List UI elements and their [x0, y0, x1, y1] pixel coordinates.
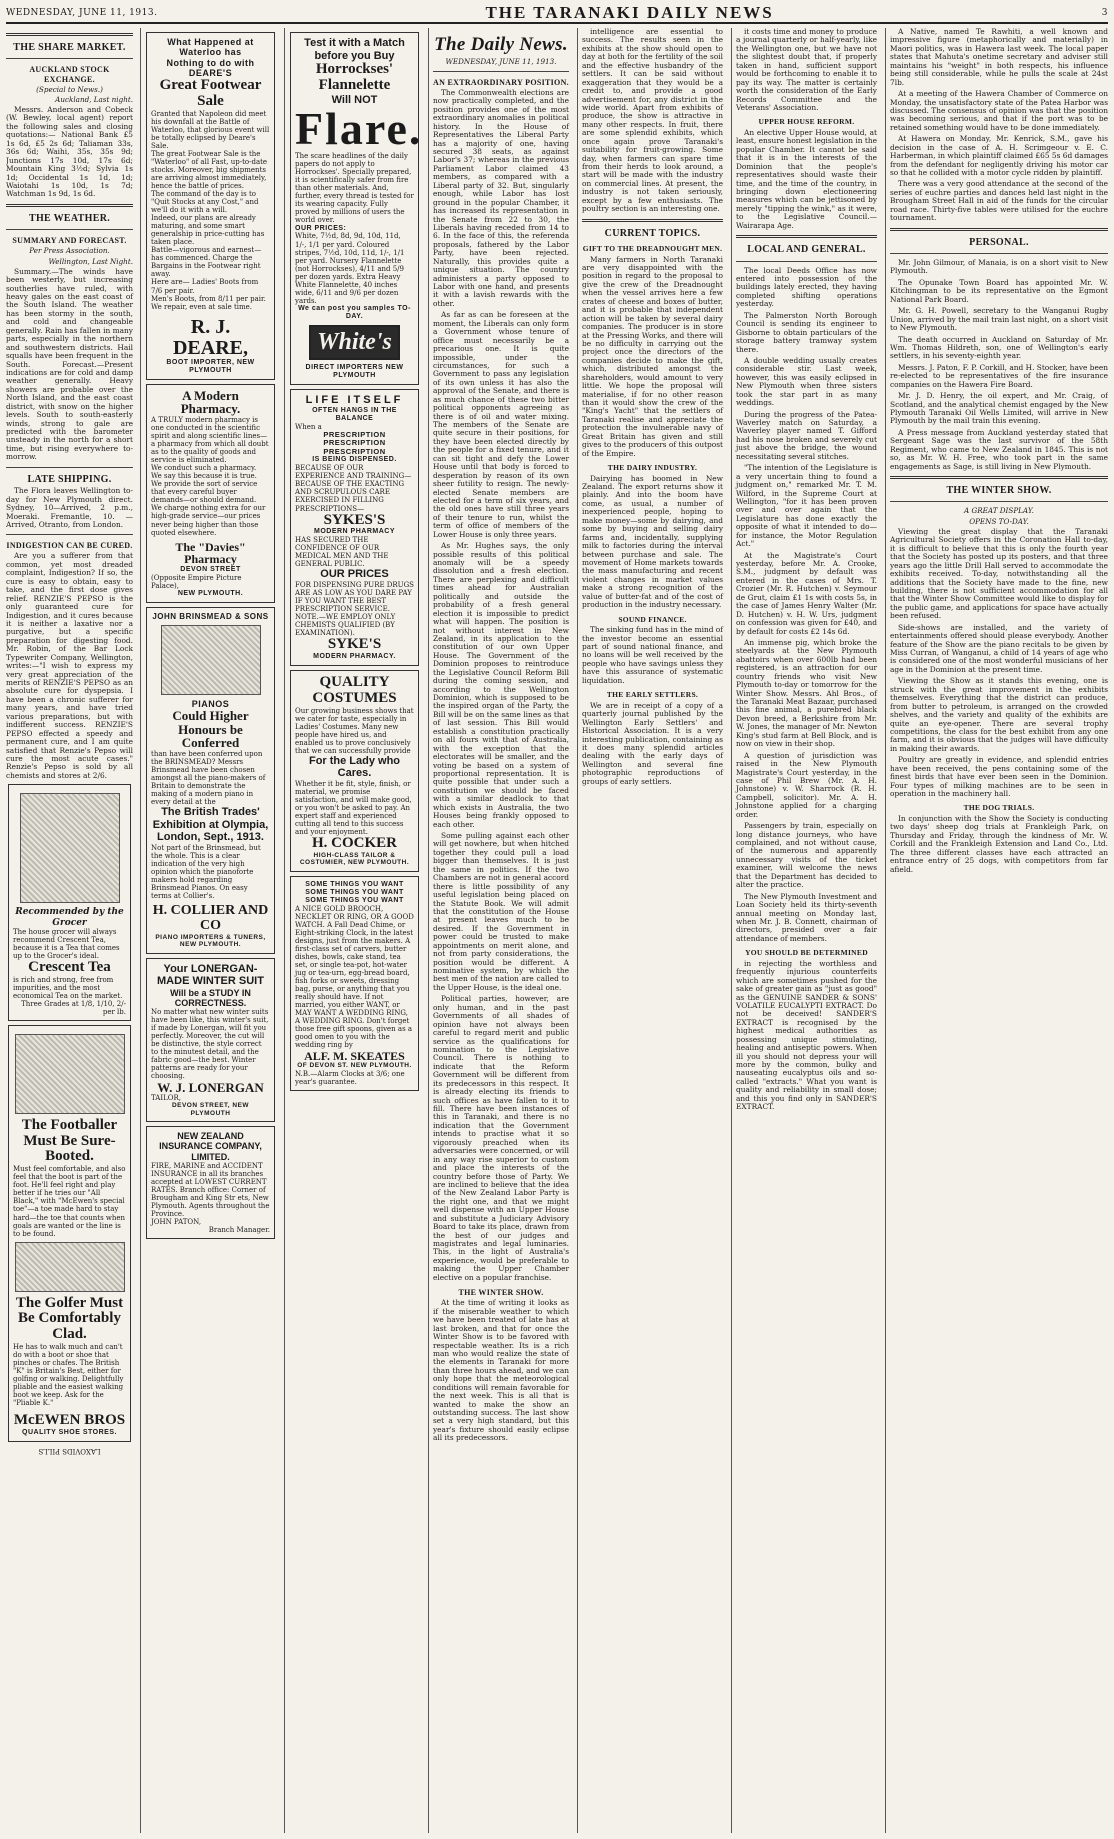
sykes-body-2: HAS SECURED THE CONFIDENCE OF OUR MEDICAL MEN AND THE GENERAL PUBLIC. — [295, 536, 389, 569]
local-para-3: A double wedding usually creates considerable stir. Last week, however, this was easily eclipsed in New Plymouth when three sisters took the star part in as many weddings. — [736, 355, 877, 408]
waterloo-body-3: The command of the day is to "Quit Stocks at any Cost," and we'll do it with a will. — [151, 189, 259, 215]
col7-para-4: There was a very good attendance at the second of the series of euchre parties and dances held last night in the Brougham Street Hall in aid of the funds for the circular road race. Thirty-five tables were utilised for the euchre tournament. — [890, 179, 1108, 223]
davies-heading: The "Davies" Pharmacy — [175, 539, 246, 567]
brinsmead-pianos: PIANOS — [191, 698, 230, 709]
lonergan-role: TAILOR, — [151, 1094, 181, 1103]
divider — [736, 261, 877, 262]
cocker-ad — [290, 670, 419, 872]
whites-sub: DIRECT IMPORTERS NEW PLYMOUTH — [305, 364, 404, 380]
current-topics-heading: CURRENT TOPICS. — [604, 227, 701, 239]
crescent-tea-grades: Three Grades at 1/8, 1/10, 2/- per lb. — [21, 999, 126, 1016]
pharmacy-heading: A Modern Pharmacy. — [180, 387, 241, 417]
divider — [890, 253, 1108, 254]
horrockses-brand: Horrockses' Flannelette — [315, 61, 394, 93]
settlers-body: We are in receipt of a copy of a quarterly journal published by the Wellington Early Settlers' and Historical Association. It is a very interesting publication, containing as it does many splendid articles dealing with the early days of Wellington and several fine photographic reproductions of groups of early settlers. — [582, 700, 723, 786]
settlers-heading: THE EARLY SETTLERS. — [606, 690, 699, 700]
column-4 — [428, 28, 573, 1833]
skeates-name: ALF. M. SKEATES — [304, 1048, 405, 1063]
divider — [890, 501, 1108, 502]
insurance-role: Branch Manager. — [208, 1226, 270, 1235]
pharmacy-line-4: We charge nothing extra for our high-grade service—our prices never being higher than those quoted elsewhere. — [151, 504, 266, 537]
grocer-illustration — [20, 793, 120, 903]
divider — [6, 467, 133, 468]
horrockses-body: The scare headlines of the daily papers do not apply to Horrockses'. Specially prepared, it is scientifically safer from fire than other materials. And, further, every thread is tested for its wearing capacity. Fully proved by millions of users the world over. — [295, 152, 414, 225]
dreadnought-body: Many farmers in North Taranaki are very disappointed with the position in regard to the proposal to give the crew of the Dreadnought when the vessel arrives here a few crates of cheese and boxes of butter, and it is probable that independent action will be taken by several dairy companies. The producer is in store at the Pressing Works, and there will be no difficulty in carrying out the project once the directors of the companies decide to make the gift, which, distributed amongst the shareholders, would amount to very little. We hope the proposal will materialise, if for no other reason than it would show the crew of the "King's Yacht" that the settlers of Taranaki realise and appreciate the protection the invulnerable navy of Great Britain has given and still gives to the producers of this outpost of the Empire. — [582, 254, 723, 458]
brinsmead-logo: JOHN BRINSMEAD & SONS — [152, 611, 269, 621]
sound-finance-body: The sinking fund has in the mind of the investor become an essential part of sound national finance, and no loans will be well received by the people who have savings unless they have this assurance of systematic liquidation. — [582, 625, 723, 685]
mcewen-tagline: QUALITY SHOE STORES. — [22, 1429, 117, 1437]
waterloo-body-5: Battle—vigorous and earnest—has commenced. Charge the Bargains in the Footwear right away. — [151, 246, 262, 279]
insurance-body: FIRE, MARINE and ACCIDENT INSURANCE in all its branches accepted at LOWEST CURRENT RATES. Branch office: Corner of Brougham and King Str ets, New Plymouth. Agents throughout the Province. — [151, 1161, 270, 1219]
dog-trials-body: In conjunction with the Show the Society is conducting two days' sheep dog trials at Frankleigh Park, on Thursday and Friday, through the kindness of Mr. W. Corkill and the Frankleigh Extension and Land Co., Ltd. The three different classes have each attracted an entrance entry of 25 dogs, with competitors from far afield. — [890, 813, 1108, 874]
show-heading: THE WINTER SHOW. — [458, 1288, 544, 1298]
quality-body: Our growing business shows that we cater for taste, especially in Ladies' Costumes. Many new people have hired us, and enabled us to prove conclusively that we can successfully provide — [295, 706, 414, 755]
forecast-sub: Per Press Association. — [29, 246, 110, 256]
dreadnought-heading: GIFT TO THE DREADNOUGHT MEN. — [582, 244, 723, 254]
column-1 — [6, 28, 136, 1833]
lonergan-heading: Your LONERGAN-MADE WINTER SUIT — [157, 962, 264, 988]
personal-para-2: The Opunake Town Board has appointed Mr. W. Kitchingman to be its representative on the Egmont National Park Board. — [890, 277, 1108, 304]
auckland-body: Messrs. Anderson and Cobeck (W. Bewley, local agent) report the following sales and closing quotations:— National Bank £5 1s 6d, £5 2s 6d; Taliaman 33s, 36s 6d; Waihi, 35s, 35s 9d; Junctions 17s 10d, 17s 6d; Mountain King 3½d; Sylvia 1s 1d; Occidental 1s 1d, 1d; Waiotahi 1s 10d, 1s 7d; Watchman 1s 9d, 1s 6d. — [6, 105, 133, 199]
deare-ad — [146, 32, 275, 380]
local-para-10: The New Plymouth Investment and Loan Society held its thirty-seventh annual meeting on Monday last, when Mr. J. B. Connett, chairman of directors, presided over a fair attendance of members. — [736, 891, 877, 943]
divider — [582, 219, 723, 222]
reform-body: An elective Upper House would, at least, ensure honest legislation in the popular Chamber. It cannot be said that it is in the interests of the Dominion that the people's representatives should waste their time, and the time of the country, in bringing down electioneering measures which can be jettisoned by merely "tipping the wink," as it were, to the Legislative Council.—Wairarapa Age. — [736, 127, 877, 230]
masthead — [6, 4, 1108, 24]
samples-text: We can post you samples TO-DAY. — [298, 304, 411, 320]
local-para-8: A question of jurisdiction was raised in the New Plymouth Magistrate's Court yesterday, in the case of Phil Brew (Mr. A. H. Johnstone) v. W. Sharrock (R. H. Campbell, solicitor). Mr. A. H. Johnstone applied for a charging order. — [736, 750, 877, 819]
divider — [6, 534, 133, 535]
auckland-dateline: Auckland, Last night. — [55, 94, 133, 104]
winter-show-sub-1: A GREAT DISPLAY. — [964, 506, 1034, 516]
shipping-heading: LATE SHIPPING. — [27, 473, 112, 485]
personal-para-7: A Press message from Auckland yesterday stated that Sergeant Sage was the last survivor of the 58th Regiment, who came to New Zealand in 1845. This is not so, as Mr. W. H. Free, who took part in the same engagements as Sage, is still living in New Plymouth. — [890, 427, 1108, 471]
sound-finance-heading: SOUND FINANCE. — [618, 614, 687, 624]
divider — [890, 476, 1108, 479]
horrockses-ad — [290, 32, 423, 385]
waterloo-body-1: Granted that Napoleon did meet his downfall at the Battle of Waterloo, that glorious event will be totally eclipsed by Deare's Sale. — [151, 109, 270, 150]
divider — [433, 71, 569, 72]
lonergan-sub: Will be a STUDY IN CORRECTNESS. — [170, 987, 251, 1008]
sykes-ad — [290, 389, 419, 666]
election-para-3: As Mr. Hughes says, the only possible results of this political anomaly will be a speedy dissolution and a fresh election. There are perplexing and difficult times ahead for Australian politically and outside the probability of a fresh general election it is impossible to predict what will happen. The position is not without interest in New Zealand, in its application to the constitution of our own Upper House. The Government of the Dominion proposes to reintroduce the Legislative Council Reform Bill during the coming session, and according to the Wellington Dominion, which is supposed to be the inspired organ of the Party, the Bill will be on the same lines as that of last session. This Bill would establish a constitution practically on all fours with that of Australia, with the exception that the electorates will be smaller, and the voting be based on a system of proportional representation. It is quite possible that under such a constitution we should be faced with a similar deadlock to that which exists in Australia, the two Houses being frankly opposed to each other. — [433, 541, 569, 829]
lonergan-name: W. J. LONERGAN — [157, 1079, 264, 1095]
golfer-illustration — [15, 1242, 125, 1292]
footballer-body: Must feel comfortable, and also feel that the boot is part of the foot. He'll feel right and play better if he tries our "All Black," with "McEwen's special toe"—a toe made hard to stay hard—the toe that counts when goals are wanted or the line is to be found. — [13, 1165, 126, 1238]
divider — [6, 58, 133, 59]
election-para-1: The Commonwealth elections are now practically completed, and the position provides one of the most extraordinary anomalies in political history. In the House of Representatives the Liberal Party has a majority of one, having secured 38 seats, as against Labor's 37; whereas in the previous Parliament Labor claimed 43 members, as compared with a Liberal party of 32. But, singularly enough, while Labor has lost ground in the popular Chamber, it has increased its representation in the Senate from 22 to 30, the Liberals having receded from 14 to 6. In the face of this, the referenda proposals, fathered by the Labor Party, have been rejected. Naturally, this provides quite a unique situation. The country administers a party opposed to Labor with one hand, and presents it with a lavish rewards with the other. — [433, 87, 569, 308]
honours-body: than have been conferred upon the BRINSMEAD? Messrs Brinsmead have been chosen amongst all the piano-makers of Britain to demonstrate the making of a modern piano in every detail at the — [151, 750, 266, 807]
honours-heading: Could Higher Honours be Conferred — [172, 708, 249, 751]
local-para-5: "The intention of the Legislature is a very uncertain thing to found a judgment on," remarked Mr. T. M. Wilford, in the Supreme Court at Wellington, "for it has been proven over and over again that the Legislature has done exactly the opposite of what it intended to do—for instance, the Motor Regulation Act." — [736, 463, 877, 549]
golfer-heading: The Golfer Must Be Comfortably Clad. — [15, 1294, 124, 1343]
column-2 — [140, 28, 280, 1833]
collier-name: H. COLLIER AND CO — [152, 903, 269, 934]
cont-body-7: A Native, named Te Rawhiti, a well known and impressive figure (metaphorically and materially) in Maori politics, was in Hawera last week. The local paper states that Mahuta's onetime secretary and adviser still maintains his "weight" in both respects, his influence being still considerable, while he pulls the scale at 24st 7lb. — [890, 28, 1108, 87]
local-para-6: At the Magistrate's Court yesterday, before Mr. A. Crooke, S.M., judgment by default was entered in the cases of Mrs. T. Crozier (Mr. R. Hutchen) v. Seymour de Grut, claim £1 1s with costs 5s, in the case of James Henry Walter (Mr. D. Hutchen) v. H. W. Urs, judgment on confession was given for £40, and by default for costs £2 14s 6d. — [736, 550, 877, 636]
sykes-note: NOTE.—WE EMPLOY ONLY CHEMISTS QUALIFIED (BY EXAMINATION). — [295, 613, 396, 638]
page-number: 3 — [1101, 8, 1108, 18]
life-sub: OFTEN HANGS IN THE BALANCE — [312, 406, 397, 422]
exhibition-body: Not part of the Brinsmead, but the whole. This is a clear indication of the very high opinion which the pianoforte makers hold regarding Brinsmead Pianos. On easy terms at Collier's. — [151, 844, 261, 901]
life-heading: LIFE ITSELF — [305, 394, 404, 407]
sykes-sub: MODERN PHARMACY — [314, 528, 395, 536]
col7-para-2: At a meeting of the Hawera Chamber of Commerce on Monday, the unsatisfactory state of the Patea Harbor was discussed. The consensus of opinion was that the position was becoming serious, and that if the port was to be retained something would have to be done immediately. — [890, 89, 1108, 132]
lady-body: Whether it be fit, style, finish, or material, we promise satisfaction, and will make good, or you won't be asked to pay. An expert staff and experienced cutting all tend to this success and your enjoyment. — [295, 779, 412, 837]
waterloo-body-4: Indeed, our plans are already maturing, and some smart generalship in price-cutting has taken place. — [151, 214, 265, 247]
exhibition-heading: The British Trades' Exhibition at Olympia, London, Sept., 1913. — [152, 806, 269, 844]
waterloo-item-1: Here are— Ladies' Boots from 7/6 per pair. — [151, 278, 259, 295]
cont-body: intelligence are essential to success. The results seen in the exhibits at the show should open to day at both for the fertility of the soil and the effective husbandry of the settlers. It can be said without exaggeration that they would be a credit to, and provide a good advertisement for, any district in the wide world. Apart from exhibits of produce, the show is attractive in many other respects. In fruit, there are some splendid exhibits, which once again prove Taranaki's suitability for fruit-growing. Some day, when farmers can spare time from their herds to look around, a start will be made with the industry on commercial lines. At present, the industry is not taken seriously, except by a few enthusiasts. The poultry section is an interesting one. — [582, 28, 723, 214]
horrockses-will-not: Will NOT — [331, 93, 378, 106]
recommended-heading: Recommended by the Grocer — [15, 907, 124, 928]
prices-heading: OUR PRICES: — [295, 224, 347, 232]
election-para-2: As far as can be foreseen at the moment, the Liberals can only form a Government whose tenure of office must necessarily be a precarious one. It is quite impossible, under the circumstances, for such a Government to pass any legislation of its own unless it has also the approval of the Senate, and there is as much chance of these two bitter political opponents agreeing as there is of oil and water mixing. The members of the Senate are quite secure in their positions, for they have been elected directly by the people for a fixed tenure, and it can sit tight and defy the Lower House until that body is forced to desperation by reason of its own sheer futility to resign. The newly-elected Senate members are elected for a term of six years, and the old ones have still three years of their tenure to run, whilst the term of office of members of the Lower House is only three years. — [433, 310, 569, 539]
deare-address: BOOT IMPORTER, NEW PLYMOUTH — [166, 358, 255, 374]
shipping-body: The Flora leaves Wellington to-day for New Plymouth direct. Sydney, 10—Arrived, 2 p.m., Moeraki. Fremantle, 10. — Arrived, Otranto, from London. — [6, 486, 133, 529]
divider — [6, 204, 133, 207]
horrockses-flare: Flare. — [295, 103, 423, 155]
winter-show-heading: THE WINTER SHOW. — [946, 485, 1052, 497]
davies-street: DEVON STREET — [180, 565, 241, 573]
pharmacy-body: A TRULY modern pharmacy is one conducted in the scientific spirit and along scientific lines—a pharmacy from which all doubt as to the quality of goods and service is eliminated. — [151, 415, 269, 465]
election-heading: AN EXTRAORDINARY POSITION. — [433, 77, 569, 87]
winter-show-sub-2: OPENS TO-DAY. — [969, 516, 1029, 526]
lonergan-ad — [146, 958, 275, 1122]
auckland-sub: (Special to News.) — [36, 84, 103, 94]
dispensed-text: IS BEING DISPENSED. — [312, 456, 397, 464]
reform-heading: UPPER HOUSE REFORM. — [758, 117, 855, 127]
show-body: At the time of writing it looks as if the miserable weather to which we have been treated of late has at last broken, and that for once the Winter Show is to be favored with respectable weather. Its is a rich man who would realize the state of the elements in Taranaki for more than three hours ahead, and we can only hope that the meteorological conditions will remain favorable for the next week. This is all that is wanted to make the show an outstanding success. The last show set a very high standard, but this year's fixture should easily eclipse all its predecessors. — [433, 1298, 569, 1443]
local-para-7: An immense pig, which broke the steelyards at the New Plymouth abattoirs when over 600lb had been registered, is an attraction for our country friends who visit New Plymouth to-day or tomorrow for the Winter Show. Messrs. Ahl Bros., of the Taranaki Meat Bazaar, purchased this fine animal, a purebred black Devon breed, a Berkshire from Mr. W. Jones, the manager of Mr. Newton King's stud farm at Bell Block, and is now on view in their shop. — [736, 637, 877, 749]
skeates-ad — [290, 876, 419, 1091]
waterloo-big: Great Footwear Sale — [159, 77, 262, 109]
golfer-body: He has to walk much and can't do with a boot or shoe that pinches or chafes. The British "K" is Britain's Best, either for golfing or walking. Delightfully pliable and the easiest walking boot we keep. Ask for the "Pliable K." — [13, 1342, 124, 1408]
local-para-2: The Palmerston North Borough Council is sending its engineer to Gisborne to obtain particulars of the storage battery tramway system there. — [736, 310, 877, 354]
column-6 — [731, 28, 881, 1833]
winter-para-3: Viewing the Show as it stands this evening, one is struck with the great improvement in the exhibits themselves. Everything that the district can produce, from butter to petroleum, is arranged on the crowded shelves, and the variety and quality of the exhibits are quite an eye-opener. There are several trophy competitions, the class for the best exhibit from any one farm, and it is obvious that the judges will have difficulty in making their awards. — [890, 676, 1108, 753]
forecast-heading: SUMMARY AND FORECAST. — [12, 236, 127, 246]
nameplate: The Daily News. — [434, 34, 568, 55]
footballer-ad — [8, 1025, 131, 1442]
local-para-1: The local Deeds Office has now entered into possession of the buildings lately erected, they having completed shifting operations yesterday. — [736, 265, 877, 309]
paper-title: THE TARANAKI DAILY NEWS — [485, 3, 774, 22]
auckland-heading: AUCKLAND STOCK EXCHANGE. — [29, 65, 110, 84]
davies-location: (Opposite Empire Picture Palace), — [151, 573, 242, 590]
local-general-heading: LOCAL AND GENERAL. — [747, 244, 866, 256]
cocker-name: H. COCKER — [311, 835, 397, 852]
dog-trials-heading: THE DOG TRIALS. — [963, 803, 1035, 813]
skeates-body: A NICE GOLD BROOCH, NECKLET OR RING, OR A GOOD WATCH. A Fall Dead Chime, or Eight-striking Clock, in the latest designs, just from the makers. A first-class set of carvers, butter dishes, bowls, cake stand, tea set, or single tea-pot, hot-water jug or tea-urn, egg-bread board, fish forks or sweets, dressing bag, purse, or anything that you really should have. If not married, you either WANT, or MAY WANT A WEDDING RING, A WEDDING RING. Don't forget those free gift spoons, given as a good omen to you with the wedding ring by — [295, 904, 414, 1050]
divider — [890, 228, 1108, 231]
sykes-body-1: BECAUSE OF OUR EXPERIENCE AND TRAINING—BECAUSE OF THE EXACTING AND SCRUPULOUS CARE EXERCISED IN FILLING PRESCRIPTIONS— — [295, 464, 412, 513]
whites-logo: White's — [309, 325, 400, 360]
winter-para-4: Poultry are greatly in evidence, and splendid entries have been received, the pens containing some of the finest birds that have ever been seen in the Dominion. Four types of milking machines are to be seen in operation in the machinery hall. — [890, 755, 1108, 798]
local-para-4: During the progress of the Patea-Waverley match on Saturday, a Waverley player named T. Gifford had his nose broken and severely cut just above the bridge, the wound necessitating several stitches. — [736, 409, 877, 461]
footballer-illustration — [15, 1034, 125, 1114]
horrockses-test: Test it with a Match before you Buy — [304, 37, 405, 62]
davies-town: NEW PLYMOUTH. — [177, 589, 244, 597]
local-para-9: Passengers by train, especially on long distance journeys, who have complained, and not without cause, of the numerous and apparently unnecessary visits of the ticket examiner, will welcome the news that the Department has decided to alter the practice. — [736, 821, 877, 890]
divider — [736, 235, 877, 238]
pharmacy-line-2: We say this because it is true. — [151, 472, 257, 481]
davies-pharmacy-ad — [146, 384, 275, 603]
waterloo-heading: What Happened at Waterloo has — [167, 37, 254, 58]
lonergan-body: No matter what new winter suits have been like, this winter's suit, if made by Lonergan, will fit you perfectly. Moreover, the cut will be distinctive, the style correct to the minutest detail, and the fabric good—the best. Winter patterns are ready for your choosing. — [151, 1008, 269, 1081]
sykes-sub-2: MODERN PHARMACY. — [313, 653, 396, 661]
masthead-date: WEDNESDAY, JUNE 11, 1913. — [6, 8, 158, 18]
column-3 — [284, 28, 424, 1833]
deare-name: R. J. DEARE, — [172, 315, 248, 359]
sanders-heading: YOU SHOULD BE DETERMINED — [745, 948, 868, 958]
waterloo-body-2: The great Footwear Sale is the "Waterloo" of all Fast, up-to-date stocks. Moreover, big shipments are arriving almost immediately, hence the battle of prices. — [151, 149, 268, 190]
share-market-heading: THE SHARE MARKET. — [13, 42, 126, 53]
brinsmead-ad — [146, 607, 275, 954]
our-prices: OUR PRICES — [320, 568, 389, 581]
insurance-signature: JOHN PATON, — [151, 1218, 202, 1227]
mcewen-name: McEWEN BROS — [13, 1412, 126, 1429]
prescription-text: PRESCRIPTION PRESCRIPTION PRESCRIPTION — [323, 429, 386, 456]
divider — [6, 33, 133, 36]
collier-sub: PIANO IMPORTERS & TUNERS, NEW PLYMOUTH. — [155, 933, 266, 949]
piano-illustration — [161, 625, 261, 695]
flipped-ad-text: LAXOVIDS PILLS — [38, 1446, 101, 1455]
dairy-heading: THE DAIRY INDUSTRY. — [607, 463, 698, 473]
lady-heading: For the Lady who Cares. — [308, 754, 401, 780]
forecast-dateline: Wellington, Last Night. — [48, 256, 133, 266]
col7-para-3: At Hawera on Monday, Mr. Kenrick, S.M., gave his decision in the case of A. H. Scrimgeour v. E. C. Harberman, in which plaintiff claimed £65 5s 6d damages from the defendant for negligently driving his motor car so that he collided with a motor cycle ridden by plaintiff. — [890, 134, 1108, 177]
sanders-body: in rejecting the worthless and frequently injurious counterfeits which are sometimes pushed for the sake of greater gain as "just as good" as the GENUINE SANDER & SONS' VOLATILE EUCALYPTI EXTRACT. Do not be deceived! SANDER'S EXTRACT is recognised by the highest medical authorities as possessing unique stimulating, healing and antiseptic powers. When ill you should not depress your will more by the common, bulky and nauseating eucalyptus oils and so-called "extracts." What you want is quality and reliability in small dose; and this you find only in SANDER'S EXTRACT. — [736, 958, 877, 1112]
cocker-sub: HIGH-CLASS TAILOR & COSTUMIER, NEW PLYMOUTH. — [299, 851, 410, 867]
recommended-body: The house grocer will always recommend Crescent Tea, because it is a Tea that comes up to the Grocer's ideal. — [13, 927, 120, 960]
election-para-4: Some pulling against each other will get nowhere, but when hitched together they could pull a load bigger than themselves. It is just the same in politics. If the two Chambers are not in general accord there is little possibility of any useful legislation being placed on the Statute Book. We will admit that the constitution of the House at present leaves much to be desired. If the Government in power could be trusted to make appointments on merit alone, and not from party considerations, the position would be different. A nominative system, by which the best men of the nation are called to the Upper House, is the ideal one. — [433, 831, 569, 992]
sykes-name: SYKES'S — [323, 511, 386, 528]
insurance-ad — [146, 1126, 275, 1239]
crescent-tea-body: is rich and strong, free from impurities, and the most economical Tea on the market. — [13, 975, 123, 1000]
editorial-date: WEDNESDAY, JUNE 11, 1913. — [445, 56, 557, 66]
forecast-body: Summary.—The winds have been westerly, but increasing southerlies have ruled, with heavy gales on the east coast of the South Island. The weather has been stormy in the south, and cold and changeable generally. Rain has fallen in many parts, especially in the northern and southwestern districts. Hail squalls have been frequent in the South. Forecast.—Present indications are for cold and damp weather generally. Heavy showers are probable over the North Island, and the east coast district, with snow on the higher levels. South to south-easterly winds, strong to gale are predicted with the barometer unsteady in the north for a short time, but rising everywhere to-morrow. — [6, 266, 133, 462]
divider — [6, 229, 133, 230]
prices-body: White, 7½d, 8d, 9d, 10d, 11d, 1/-, 1/1 per yard. Coloured stripes, 7½d, 10d, 11d, 1/-, 1/1 per yard. Nursery Flannelette (not Horrockses), 4/11 and 5/9 per dozen yards. Extra Heavy White Flannelette, 40 inches wide, 6/11 and 9/6 per dozen yards. — [295, 232, 405, 305]
quality-heading: QUALITY COSTUMES — [312, 674, 397, 706]
dairy-body: Dairying has boomed in New Zealand. The export returns show it plainly. And into the boom have come, as usual, a number of inexperienced people, hoping to make money—some by dairying, and some by buying and selling dairy farms and, incidentally, supplying milk to factories during the interval between purchase and sale. The movement of Home markets towards the mass manufacturing and recent violent changes in market values make a strong recognition of the value of butter-fat and of the cost of production in the industry necessary. — [582, 473, 723, 610]
personal-para-3: Mr. G. H. Powell, secretary to the Wanganui Rugby Union, arrived by the mail train last night, on a short visit to New Plymouth. — [890, 306, 1108, 333]
crescent-tea-ad — [8, 784, 131, 1021]
pharmacy-line-3: We provide the sort of service that every careful buyer demands—or should demand. — [151, 480, 258, 505]
winter-para-1: Viewing the great display that the Taranaki Agricultural Society offers in the Coronation Hall to-day, it is difficult to believe that this is only the fourth year that the Society has posted up its posters, and that three years ago the little Drill Hall served to accommodate the exhibits received. To-day, notwithstanding all the additions that the Society have made to the fine, new building, there is not sufficient accommodation for all that the Winter Show Committee would like to display for the public game, and applications for space have actually been refused. — [890, 526, 1108, 621]
when-a: When a — [295, 422, 322, 431]
pharmacy-line-1: We conduct such a pharmacy. — [151, 464, 257, 473]
waterloo-repair: We repair, even at sale time. — [151, 302, 253, 311]
sykes-body-3: FOR DISPENSING PURE DRUGS ARE AS LOW AS YOU DARE PAY IF YOU WANT THE BEST PRESCRIPTION SERVICE. — [295, 580, 414, 614]
insurance-heading: NEW ZEALAND INSURANCE COMPANY, LIMITED. — [159, 1131, 262, 1162]
column-7 — [885, 28, 1108, 1833]
waterloo-sub: Nothing to do with DEARE'S — [166, 57, 255, 78]
crescent-tea-name: Crescent Tea — [28, 958, 111, 975]
winter-para-2: Side-shows are installed, and the variety of entertainments offered should please everybody. Another feature of the Show are the piano recitals to be given by Miss Curran, of Wanganui, a child of 14 years of age who is considered one of the most wonderful musicians of her age in the Dominion at the present time. — [890, 622, 1108, 674]
personal-para-4: The death occurred in Auckland on Saturday of Mr. Wm. Thomas Hildreth, son, one of Wellington's early settlers, in his seventy-eighth year. — [890, 334, 1108, 361]
weather-heading: THE WEATHER. — [28, 212, 111, 224]
column-5 — [577, 28, 727, 1833]
personal-para-5: Messrs. J. Paton, F. P. Corkill, and H. Stocker, have been re-elected to be representatives of the fire insurance companies on the Hawera Fire Board. — [890, 362, 1108, 389]
waterloo-item-2: Men's Boots, from 8/11 per pair. — [151, 294, 266, 303]
footballer-heading: The Footballer Must Be Sure-Booted. — [21, 1116, 118, 1165]
cont-body-6: it costs time and money to produce a journal quarterly or half-yearly, like the Wellington one, but we have not the slightest doubt that, if properly taken in hand, sufficient support would be forthcoming to enable it to pay its way. The matter is certainly worth the consideration of the Early Records Committee and the Veterans' Association. — [736, 28, 877, 112]
personal-para-6: Mr. J. D. Henry, the oil expert, and Mr. Craig, of Scotland, and the analytical chemist engaged by the New Plymouth Taranaki Oil Wells Limited, will arrive in New Plymouth by the mail train this evening. — [890, 391, 1108, 426]
skeates-address: OF DEVON ST. NEW PLYMOUTH. — [297, 1062, 412, 1070]
things-want: SOME THINGS YOU WANT SOME THINGS YOU WANT SOME THINGS YOU WANT — [305, 880, 404, 904]
personal-heading: PERSONAL. — [969, 236, 1029, 248]
election-para-5: Political parties, however, are only human, and in the past Governments of all shades of opinion have not always been careful to regard merit and public service as the qualifications for nomination to the Legislative Council. There is nothing to indicate that the Reform Government will be different from its predecessors in this respect. It is already electing its friends to such offices as have fallen to it to fill. There have been instances of this in Taranaki, and there is no indication that the Government intends to practise what it so vigorously preached when its adversaries were concerned, or will in any way rise superior to custom and place the interests of the country before those of Party. We are inclined to believe that the idea of the New Zealand Labor Party is the right one, and that we might well dispense with an Upper House and substitute a Judiciary Advisory Board to take its place, drawn from the best of our judges and magistrates and legal luminaries. This, in the light of Australia's experience, would be preferable to making the Upper Chamber elective on a popular franchise. — [433, 994, 569, 1282]
lonergan-address: DEVON STREET, NEW PLYMOUTH — [171, 1102, 250, 1117]
personal-para-1: Mr. John Gilmour, of Manaia, is on a short visit to New Plymouth. — [890, 258, 1108, 276]
indigestion-heading: INDIGESTION CAN BE CURED. — [6, 541, 133, 551]
sykes-name-2: SYKE'S — [327, 636, 382, 653]
skeates-footnote: N.B.—Alarm Clocks at 3/6; one year's guarantee. — [295, 1069, 405, 1086]
indigestion-body: Are you a sufferer from that common, yet most dreaded complaint, Indigestion? If so, the cure is easy to obtain, easy to take, and the first dose gives relief. RENZIE'S PEPSO is the only guaranteed cure for Indigestion, and it cures because it is neither a laxative nor a purgative, but a specific preparation for digesting food. Mr. Robin, of the Bar Lock Typewriter Company, Wellington, writes:—"I wish to express my very great appreciation of the merits of RENZIE'S PEPSO as an absolute cure for dyspepsia. I have been a chronic sufferer for many years, and have tried various preparations, but with indifferent success. RENZIE'S PEPSO effected a speedy and permanent cure, and I am quite satisfied that Renzie's Pepso will cure the most acute cases." Renzie's Pepso is sold by all chemists and stores at 2/6. — [6, 551, 133, 780]
